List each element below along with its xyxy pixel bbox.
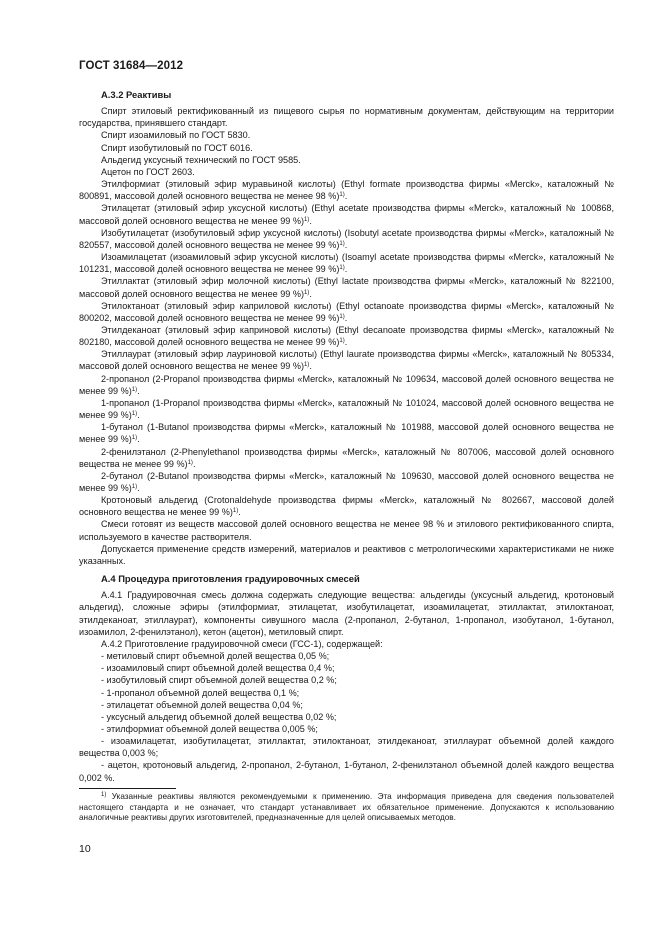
paragraph-text: 2-бутанол (2-Butanol производства фирмы «Merck», каталожный № 109630, массовой долей основного вещества не менее 99 %) bbox=[79, 470, 614, 493]
footnote-ref: 1) bbox=[232, 508, 239, 515]
paragraph bbox=[79, 735, 614, 759]
paragraph-text: - метиловый спирт объемной долей вещества 0,05 %; bbox=[101, 651, 330, 662]
paragraph-text: - изобутиловый спирт объемной долей вещества 0,2 %; bbox=[101, 675, 337, 686]
paragraph-text: - 1-пропанол объемной долей вещества 0,1 %; bbox=[101, 687, 300, 698]
paragraph-tail: . bbox=[137, 385, 140, 396]
footnote-ref: 1) bbox=[131, 386, 138, 393]
paragraph bbox=[79, 154, 614, 166]
paragraph-text: Этилформиат (этиловый эфир муравьиной кислоты) (Ethyl formate производства фирмы «Merck», каталожный № 800891, массовой долей основного вещества не менее 98 %) bbox=[79, 179, 614, 202]
paragraph-tail: . bbox=[137, 483, 140, 493]
paragraph bbox=[79, 518, 614, 542]
paragraph-text: А.4.2 Приготовление градуировочной смеси (ГСС-1), содержащей: bbox=[101, 638, 383, 649]
footnote-ref: 1) bbox=[339, 338, 345, 345]
paragraph bbox=[79, 105, 614, 129]
paragraph bbox=[79, 638, 614, 650]
paragraph-text: 2-пропанол (2-Propanol производства фирмы «Merck», каталожный № 109634, массовой долей основного вещества не менее 99 %) bbox=[79, 373, 614, 396]
paragraph bbox=[79, 129, 614, 141]
paragraph-text: 1-бутанол (1-Butanol производства фирмы «Merck», каталожный № 101988, массовой долей основного вещества не менее 99 %) bbox=[79, 422, 614, 445]
paragraph bbox=[79, 227, 614, 251]
paragraph bbox=[79, 543, 614, 567]
paragraph bbox=[79, 662, 614, 674]
paragraph bbox=[79, 166, 614, 178]
paragraph-text: - изоамиловый спирт объемной долей вещества 0,4 %; bbox=[101, 663, 335, 674]
paragraph bbox=[79, 421, 614, 445]
paragraph bbox=[79, 142, 614, 154]
paragraph-text: 2-фенилэтанол (2-Phenylethanol производства фирмы «Merck», каталожный № 807006, массовой долей основного вещества не менее 99 %) bbox=[79, 446, 614, 469]
footnote-ref: 1) bbox=[339, 192, 345, 199]
paragraph-text: Этилоктаноат (этиловый эфир каприловой кислоты) (Ethyl octanoate производства фирмы «Merck», каталожный № 800202, массовой долей основного вещества не менее 99 %) bbox=[79, 300, 614, 323]
paragraph-text: А.4.1 Градуировочная смесь должна содержать следующие вещества: альдегиды (уксусный альдегид, кротоновый альдегид), сложные эфиры (этилформиат, этилацетат, изобутилацетат, изоамилацетат, этиллактат, этилоктаноат, этилдеканоат, этиллаурат), компоненты сивушного масла (2-пропанол, 2-бутанол, 1-пропанол, изобутанол, 1-бутанол, изоамилол, 2-фенилэтанол), кетон (ацетон), метиловый спирт. bbox=[79, 590, 614, 637]
paragraph-tail: . bbox=[192, 458, 196, 469]
paragraph-text: Этиллактат (этиловый эфир молочной кислоты) (Ethyl lactate производства фирмы «Merck», каталожный № 822100, массовой долей основного вещества не менее 99 %) bbox=[79, 276, 614, 299]
paragraph-text: 1-пропанол (1-Propanol производства фирмы «Merck», каталожный № 101024, массовой долей основного вещества не менее 99 %) bbox=[79, 397, 614, 421]
paragraph bbox=[79, 494, 614, 518]
footnote-ref: 1) bbox=[303, 216, 310, 223]
procedure-list bbox=[79, 589, 614, 784]
section-heading-reagents: А.3.2 Реактивы bbox=[101, 89, 172, 100]
paragraph bbox=[79, 275, 614, 299]
paragraph-tail: . bbox=[238, 507, 241, 518]
paragraph-text: Этилдеканоат (этиловый эфир каприновой кислоты) (Ethyl decanoate производства фирмы «Merck», каталожный № 802180, массовой долей основного вещества не менее 99 %) bbox=[79, 324, 614, 348]
standard-header: ГОСТ 31684—2012 bbox=[79, 60, 184, 72]
paragraph-text: Допускается применение средств измерений, материалов и реактивов с метрологическими характеристиками не ниже указанных. bbox=[79, 543, 614, 566]
paragraph-tail: . bbox=[344, 337, 348, 348]
footnote-marker: 1) bbox=[101, 792, 107, 798]
footnote-ref: 1) bbox=[339, 265, 345, 272]
paragraph-text: Кротоновый альдегид (Crotonaldehyde производства фирмы «Merck», каталожный № 802667, массовой долей основного вещества не менее 99 %) bbox=[79, 495, 614, 518]
footnote-ref: 1) bbox=[303, 362, 310, 369]
paragraph bbox=[79, 300, 614, 324]
paragraph-tail: . bbox=[309, 288, 312, 299]
paragraph-tail: . bbox=[344, 239, 348, 250]
paragraph-text: Альдегид уксусный технический по ГОСТ 9585. bbox=[101, 154, 301, 165]
paragraph bbox=[79, 699, 614, 711]
section-heading-procedure: А.4 Процедура приготовления градуировочных смесей bbox=[101, 573, 360, 585]
paragraph-text: - этилформиат объемной долей вещества 0,005 %; bbox=[101, 723, 318, 734]
footnote-ref: 1) bbox=[303, 289, 310, 296]
paragraph-text: - ацетон, кротоновый альдегид, 2-пропанол, 2-бутанол, 1-бутанол, 2-фенилэтанол объемной долей каждого вещества 0,002 %. bbox=[79, 760, 614, 783]
paragraph-tail: . bbox=[309, 361, 312, 372]
footnote-text: Указанные реактивы являются рекомендуемыми к применению. Эта информация приведена для сведения пользователей настоящего стандарта и не означает, что стандарт устанавливает их обязательное применение. Допускаются к использованию аналогичные реактивы других изготовителей, предназначенные для целей описываемых методов. bbox=[79, 792, 614, 823]
paragraph-text: - этилацетат объемной долей вещества 0,04 %; bbox=[101, 699, 303, 710]
paragraph-text: - изоамилацетат, изобутилацетат, этиллактат, этилоктаноат, этилдеканоат, этиллаурат объемной долей каждого вещества 0,003 %; bbox=[79, 736, 614, 759]
footnote-ref: 1) bbox=[187, 459, 193, 466]
paragraph-text: Спирт изобутиловый по ГОСТ 6016. bbox=[101, 142, 253, 153]
paragraph bbox=[79, 251, 614, 275]
paragraph-text: Этилацетат (этиловый эфир уксусной кислоты) (Ethyl acetate производства фирмы «Merck», каталожный № 100868, массовой долей основного вещества не менее 99 %) bbox=[79, 203, 614, 226]
footnote-ref: 1) bbox=[131, 411, 138, 418]
paragraph-tail: . bbox=[344, 312, 348, 323]
paragraph bbox=[79, 687, 614, 699]
paragraph-text: Смеси готовят из веществ массовой долей основного вещества не менее 98 % и этилового ректификованного спирта, используемого в качестве растворителя. bbox=[79, 519, 614, 542]
paragraph bbox=[79, 348, 614, 372]
paragraph-tail: . bbox=[137, 410, 140, 421]
paragraph bbox=[79, 397, 614, 421]
paragraph-tail: . bbox=[137, 434, 140, 445]
paragraph bbox=[79, 178, 614, 202]
footnote bbox=[79, 792, 614, 824]
paragraph bbox=[79, 674, 614, 686]
paragraph bbox=[79, 650, 614, 662]
paragraph bbox=[79, 589, 614, 638]
footnote-divider bbox=[79, 788, 176, 789]
paragraph-text: Спирт этиловый ректификованный из пищевого сырья по нормативным документам, действующим на территории государства, принявшего стандарт. bbox=[79, 106, 614, 129]
footnote-ref: 1) bbox=[339, 240, 345, 247]
paragraph bbox=[79, 446, 614, 470]
paragraph-text: Этиллаурат (этиловый эфир лауриновой кислоты) (Ethyl laurate производства фирмы «Merck», каталожный № 805334, массовой долей основного вещества не менее 99 %) bbox=[79, 349, 614, 372]
paragraph-text: Ацетон по ГОСТ 2603. bbox=[101, 166, 195, 177]
footnote-ref: 1) bbox=[131, 435, 138, 442]
paragraph bbox=[79, 723, 614, 735]
reagents-list bbox=[79, 105, 614, 567]
paragraph-text: Изобутилацетат (изобутиловый эфир уксусной кислоты) (Isobutyl acetate производства фирмы «Merck», каталожный № 820557, массовой долей основного вещества не менее 99 %) bbox=[79, 227, 614, 250]
paragraph bbox=[79, 324, 614, 348]
paragraph bbox=[79, 711, 614, 723]
paragraph-tail: . bbox=[344, 191, 348, 202]
paragraph bbox=[79, 373, 614, 397]
footnote-ref: 1) bbox=[131, 484, 138, 490]
page-content bbox=[79, 89, 614, 784]
paragraph bbox=[79, 202, 614, 226]
paragraph-text: Спирт изоамиловый по ГОСТ 5830. bbox=[101, 130, 251, 141]
paragraph-text: Изоамилацетат (изоамиловый эфир уксусной кислоты) (Isoamyl acetate производства фирмы «Merck», каталожный № 101231, массовой долей основного вещества не менее 99 %) bbox=[79, 252, 614, 275]
paragraph-text: - уксусный альдегид объемной долей вещества 0,02 %; bbox=[101, 711, 337, 722]
page-number: 10 bbox=[79, 843, 91, 855]
paragraph bbox=[79, 759, 614, 783]
paragraph bbox=[79, 470, 614, 494]
paragraph-tail: . bbox=[344, 264, 348, 275]
paragraph-tail: . bbox=[309, 215, 312, 226]
footnote-ref: 1) bbox=[339, 313, 345, 320]
